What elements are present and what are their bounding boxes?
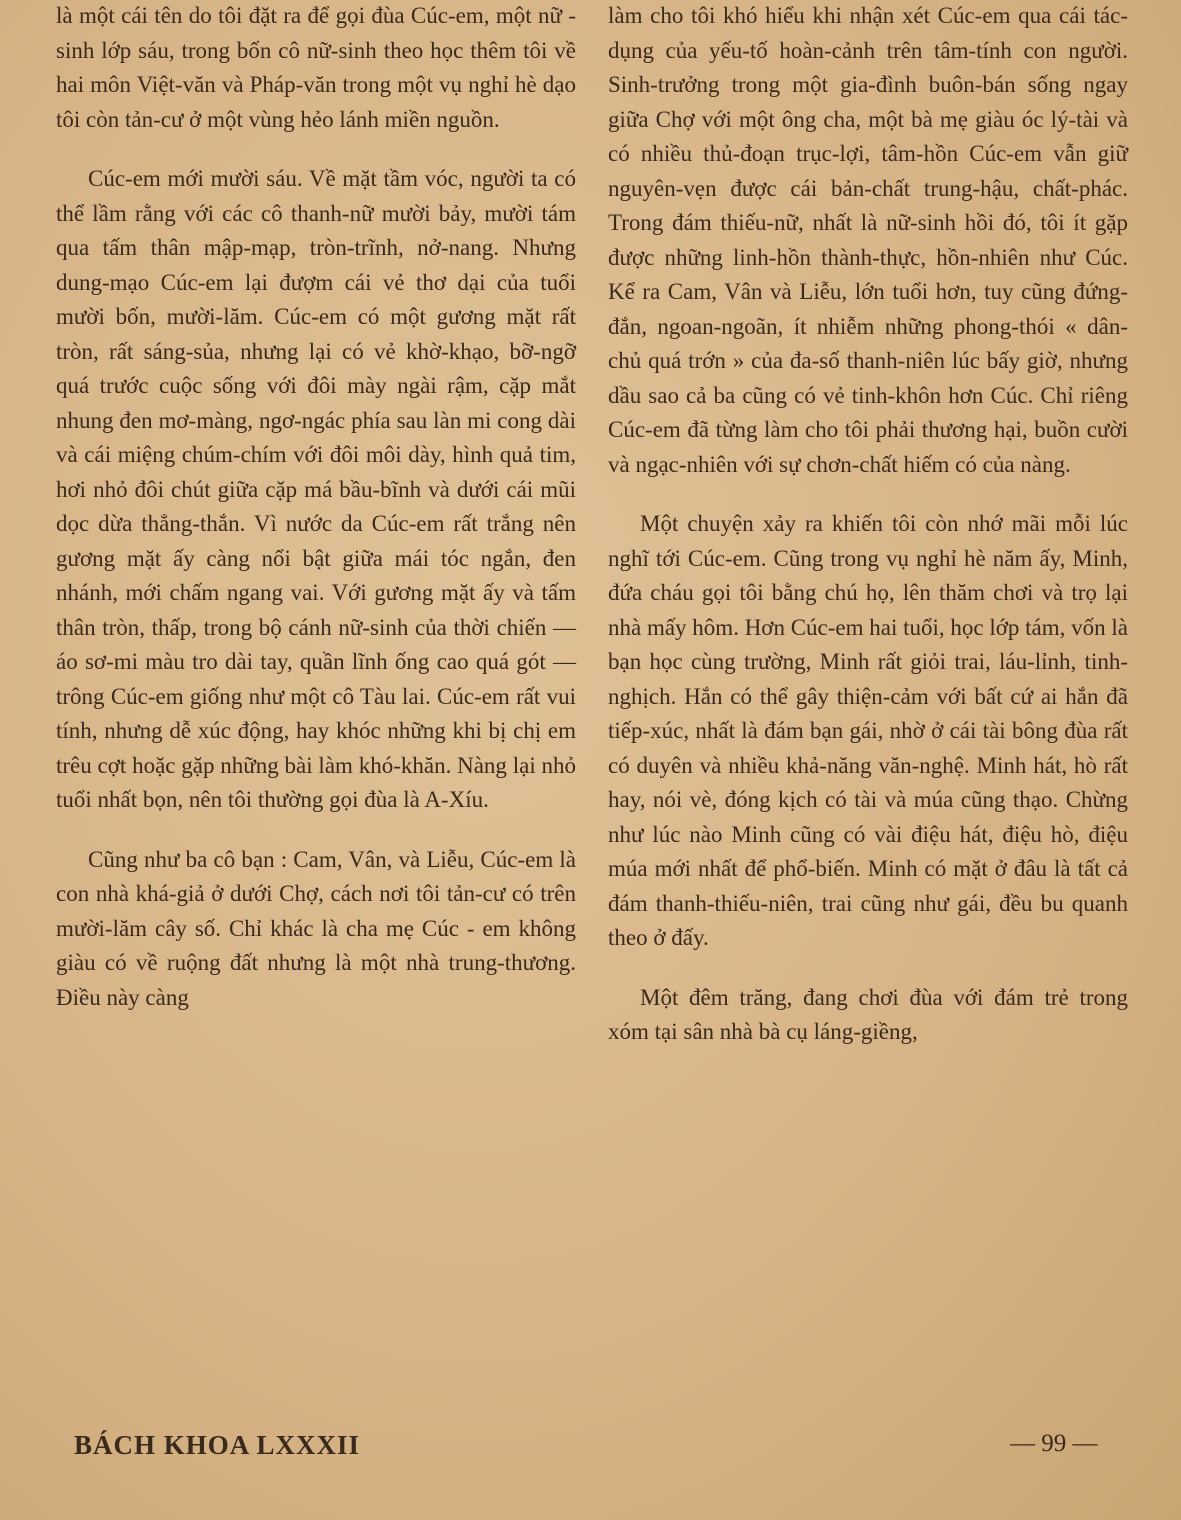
left-column [56, 0, 576, 1040]
page-footer [0, 1430, 1181, 1470]
paragraph: Một đêm trăng, đang chơi đùa với đám trẻ trong xóm tại sân nhà bà cụ láng-giềng, [608, 984, 1128, 1044]
paragraph: Một chuyện xảy ra khiến tôi còn nhớ mãi mỗi lúc nghĩ tới Cúc-em. Cũng trong vụ nghỉ hè năm ấy, Minh, đứa cháu gọi tôi bằng chú họ, lên thăm chơi và trọ lại nhà mấy hôm. Hơn Cúc-em hai tuổi, học lớp tám, vốn là bạn học cùng trường, Minh rất giỏi trai, láu-lỉnh, tinh-nghịch. Hắn có thể gây thiện-cảm với bất cứ ai hắn đã tiếp-xúc, nhất là đám bạn gái, nhờ ở cái tài bông đùa rất có duyên và nhiều khả-năng văn-nghệ. Minh hát, hò rất hay, nói vè, đóng kịch có tài và múa cũng thạo. Chừng như lúc nào Minh cũng có vài điệu hát, điệu hò, điệu múa mới nhất để phổ-biến. Minh có mặt ở đâu là tất cả đám thanh-thiếu-niên, trai cũng như gái, đều bu quanh theo ở đấy. [608, 511, 1129, 950]
paragraph: Cúc-em mới mười sáu. Về mặt tầm vóc, người ta có thể lầm rằng với các cô thanh-nữ mười bảy, mười tám qua tấm thân mập-mạp, tròn-trĩnh, nở-nang. Nhưng dung-mạo Cúc-em lại đượm cái vẻ thơ dại của tuổi mười bốn, mười-lăm. Cúc-em có một gương mặt rất tròn, rất sáng-sủa, nhưng lại có vẻ khờ-khạo, bỡ-ngỡ quá trước cuộc sống với đôi mày ngài rậm, cặp mắt nhung đen mơ-màng, ngơ-ngác phía sau làn mi cong dài và cái miệng chúm-chím với đôi môi dày, hình quả tim, hơi nhỏ đôi chút giữa cặp má bầu-bĩnh và dưới cái mũi dọc dừa thẳng-thắn. Vì nước da Cúc-em rất trắng nên gương mặt ấy càng nổi bật giữa mái tóc ngắn, đen nhánh, mới chấm ngang vai. Với gương mặt ấy và tấm thân tròn, thấp, trong bộ cánh nữ-sinh của thời chiến — áo sơ-mi màu tro dài tay, quần lĩnh ống cao quá gót — trông Cúc-em giống như một cô Tàu lai. Cúc-em rất vui tính, nhưng dễ xúc động, hay khóc những khi bị chị em trêu cợt hoặc gặp những bài làm khó-khăn. Nàng lại nhỏ tuổi nhất bọn, nên tôi thường gọi đùa là A-Xíu. [56, 166, 576, 812]
paragraph: là một cái tên do tôi đặt ra để gọi đùa Cúc-em, một nữ - sinh lớp sáu, trong bốn cô nữ-sinh theo học thêm tôi về hai môn Việt-văn và Pháp-văn trong một vụ nghỉ hè dạo tôi còn tản-cư ở một vùng hẻo lánh miền nguồn. [56, 3, 576, 132]
page-number: — 99 — [1010, 1430, 1098, 1457]
paragraph: làm cho tôi khó hiểu khi nhận xét Cúc-em qua cái tác-dụng của yếu-tố hoàn-cảnh trên tâm-tính con người. Sinh-trưởng trong một gia-đình buôn-bán sống ngay giữa Chợ với một ông cha, một bà mẹ giàu óc lý-tài và có nhiều thủ-đoạn trục-lợi, tâm-hồn Cúc-em vẫn giữ nguyên-vẹn được cái bản-chất trung-hậu, chất-phác. Trong đám thiếu-nữ, nhất là nữ-sinh hồi đó, tôi ít gặp được những linh-hồn thành-thực, hồn-nhiên như Cúc. Kể ra Cam, Vân và Liễu, lớn tuổi hơn, tuy cũng đứng-đắn, ngoan-ngoãn, ít nhiễm những phong-thói « dân-chủ quá trớn » của đa-số thanh-niên lúc bấy giờ, nhưng dầu sao cả ba cũng có vẻ tinh-khôn hơn Cúc. Chỉ riêng Cúc-em đã từng làm cho tôi phải thương hại, buồn cười và ngạc-nhiên với sự chơn-chất hiếm có của nàng. [608, 3, 1128, 477]
paragraph: Cũng như ba cô bạn : Cam, Vân, và Liễu, Cúc-em là con nhà khá-giả ở dưới Chợ, cách nơi tôi tản-cư có trên mười-lăm cây số. Chỉ khác là cha mẹ Cúc - em không giàu có về ruộng đất nhưng là một nhà trung-thương. Điều này càng [56, 846, 576, 1010]
journal-name: BÁCH KHOA LXXXII [74, 1430, 361, 1460]
right-column [608, 0, 1128, 1075]
